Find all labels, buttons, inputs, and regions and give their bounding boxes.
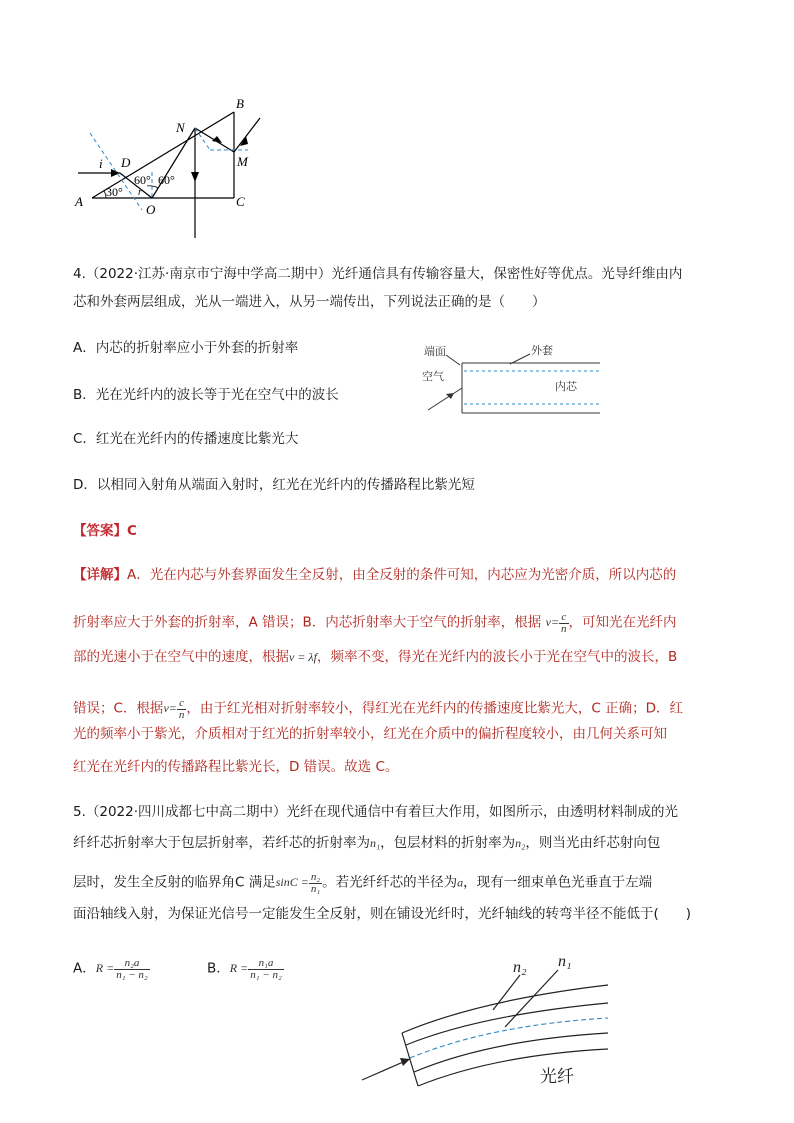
q4-detail-line6: 红光在光纤内的传播路程比紫光长，D 错误。故选 C。: [73, 759, 399, 775]
detail-text-4b: ，由于红光相对折射率较小，得红光在光纤内的传播速度比紫光大，C 正确；D．红: [186, 700, 683, 717]
label-n2: n₂: [513, 959, 527, 976]
q4-answer: [73, 522, 137, 540]
detail-text-4a: 错误；C．根据: [73, 700, 164, 717]
label-neixin: 内芯: [555, 381, 577, 393]
detail-text-3b: ，频率不变，得光在光纤内的波长小于光在空气中的波长，B: [316, 649, 678, 665]
formula-v-lambda-f: v = λf: [289, 650, 317, 664]
q4-option-b[interactable]: B．光在光纤内的波长等于光在空气中的波长: [73, 387, 339, 403]
fiber-diagram-q4: [400, 338, 610, 418]
detail-text-1: A．光在内芯与外套界面发生全反射，由全反射的条件可知，内芯应为光密介质，所以内芯的: [127, 567, 677, 583]
q4-detail-line5: 光的频率小于紫光，介质相对于红光的折射率较小，红光在介质中的偏折程度较小，由几何关系可知: [73, 726, 667, 742]
detail-text-2b: ，可知光在光纤内: [568, 614, 677, 631]
answer-value: C: [127, 523, 137, 539]
angle-60-left: 60°: [134, 173, 151, 187]
label-B: B: [236, 96, 244, 111]
prism-diagram: [70, 95, 270, 245]
angle-60-right: 60°: [158, 173, 175, 187]
formula-v-c-n-2: v= $\frac{c}{n}$: [163, 697, 185, 721]
angle-30: 30°: [106, 185, 123, 199]
fiber-diagram-q5: [355, 945, 615, 1095]
q5-option-b[interactable]: B．R = $\frac{\text{n₁a}}{\text{n₁ − n₂}}$: [207, 957, 282, 981]
q4-option-c[interactable]: C．红光在光纤内的传播速度比紫光大: [73, 431, 299, 447]
q4-stem-line1: 4.（2022·江苏·南京市宁海中学高二期中）光纤通信具有传输容量大，保密性好等优点。光导纤维由内: [73, 266, 683, 282]
q4-detail-line3: [73, 648, 677, 666]
answer-label: 【答案】: [73, 523, 127, 539]
label-C: C: [236, 194, 245, 209]
q5-stem-line2: 纤纤芯折射率大于包层折射率，若纤芯的折射率为n₁，包层材料的折射率为n₂，则当光由纤芯射向包: [73, 835, 661, 851]
symbol-n1: n₁: [370, 836, 381, 850]
label-guangxian: 光纤: [540, 1067, 574, 1087]
q4-detail-line1: [73, 566, 676, 584]
label-duanmian: 端面: [424, 346, 446, 358]
symbol-a: a: [457, 875, 464, 890]
detail-text-2a: 折射率应大于外套的折射率，A 错误；B．内芯折射率大于空气的折射率，根据: [73, 614, 542, 631]
label-O: O: [146, 202, 156, 217]
detail-label: 【详解】: [73, 567, 127, 583]
label-N: N: [176, 120, 185, 135]
label-D: D: [121, 155, 131, 170]
symbol-n2: n₂: [515, 836, 526, 850]
label-i: i: [99, 156, 103, 171]
q5-stem-line3: 层时，发生全反射的临界角C 满足sinC = $\frac{\text{n₂}}{\text{n₁}}$ 。若光纤纤芯的半径为a，现有一细束单色光垂直于左端: [73, 871, 653, 895]
q4-stem-line2: 芯和外套两层组成，光从一端进入，从另一端传出，下列说法正确的是（ ）: [73, 294, 546, 310]
q5-stem-line1: 5.（2022·四川成都七中高二期中）光纤在现代通信中有着巨大作用，如图所示，由透明材料制成的光: [73, 804, 679, 820]
label-kongqi: 空气: [422, 371, 444, 383]
formula-sinC: sinC = $\frac{\text{n₂}}{\text{n₁}}$: [275, 871, 321, 895]
label-A: A: [75, 194, 83, 209]
formula-v-c-n-1: v= $\frac{c}{n}$: [545, 611, 567, 635]
q5-option-a[interactable]: A．R = $\frac{\text{n₂a}}{\text{n₁ − n₂}}$: [73, 957, 148, 981]
q5-stem-line4: 面沿轴线入射，为保证光信号一定能发生全反射，则在铺设光纤时，光纤轴线的转弯半径不能低于( ): [73, 906, 692, 922]
q4-detail-line2: [73, 612, 677, 635]
label-waitao: 外套: [531, 345, 553, 357]
q4-option-a[interactable]: A．内芯的折射率应小于外套的折射率: [73, 340, 299, 356]
q4-detail-line4: [73, 698, 683, 721]
q4-option-d[interactable]: D．以相同入射角从端面入射时，红光在光纤内的传播路程比紫光短: [73, 477, 475, 493]
label-M: M: [237, 154, 248, 169]
detail-text-3a: 部的光速小于在空气中的速度，根据: [73, 649, 289, 665]
label-r: r: [138, 187, 142, 198]
label-n1: n₁: [558, 953, 572, 970]
